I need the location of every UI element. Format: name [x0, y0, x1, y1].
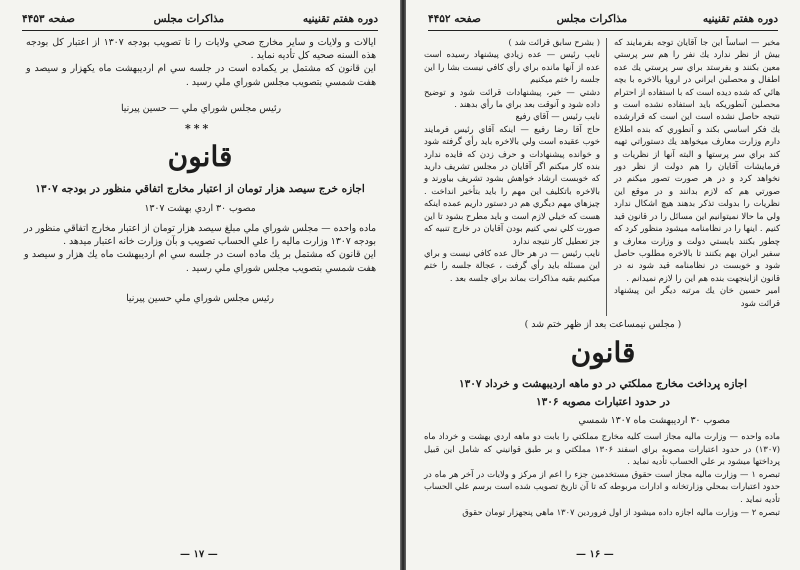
left-law-title: قانون: [167, 140, 233, 173]
adjournment-note: ( مجلس نيمساعت بعد از ظهر ختم شد ): [524, 319, 682, 330]
right-law-body: ماده واحده — وزارت ماليه مجاز است كليه مخارج مملكتي را بابت دو ماهه اردي بهشت و خرداد ماه (۱۳۰۷) در حدود اعتبارات مصوبه براي اسفند ۱۳۰۶ مملكتي و بر طبق قوانيني كه شامل اين قبيل پرداختها ميشود بر علي الحساب تأديه نمايد . تبصره ۱ — وزارت ماليه مجاز است حقوق مستخدمين جزء را اعم از مركز و ولايات در آخر هر ماه در حدود اعتبارات بمحلي وزارتخانه و ادارات مربوطه كه تا آن تاريخ تصويب شده است برسم علي الحساب تأديه نمايد . تبصره ۲ — وزارت ماليه اجازه داده ميشود از اول فروردين ۱۳۰۷ ماهي پنجهزار تومان حقوق: [424, 431, 780, 517]
right-law-subtitle: اجازه پرداخت مخارج مملكتي در دو ماهه ارديبهشت و خرداد ۱۳۰۷: [458, 378, 748, 390]
right-law-date: مصوب ۳۰ ارديبهشت ماه ۱۳۰۷ شمسي: [578, 415, 730, 426]
left-header-right: دوره هفتم تقنينيه: [302, 13, 378, 25]
left-signature-2: رئيس مجلس شوراي ملي حسين پيرنيا: [126, 293, 274, 304]
left-page-number: — ۱۷ —: [180, 549, 218, 560]
right-header: [428, 10, 778, 28]
left-signature-1: رئيس مجلس شوراي ملي — حسين پيرنيا: [120, 103, 282, 114]
right-page: [406, 0, 800, 570]
section-stars: ***: [185, 122, 212, 135]
right-header-rule: [428, 30, 778, 31]
left-header: [22, 10, 378, 28]
right-header-left: صفحه ۴۴۵۲: [428, 13, 481, 25]
right-law-subtitle-2: در حدود اعتبارات مصوبه ۱۳۰۶: [536, 396, 670, 408]
left-header-rule: [22, 30, 378, 31]
column-divider: [606, 38, 607, 316]
left-law-subtitle: اجازه خرج سيصد هزار تومان از اعتبار مخارج اتفاقي منظور در بودجه ۱۳۰۷: [35, 183, 365, 195]
right-header-right: دوره هفتم تقنينيه: [702, 13, 778, 25]
left-header-center: مذاكرات مجلس: [153, 13, 225, 25]
right-page-number: — ۱۶ —: [576, 549, 614, 560]
left-header-left: صفحه ۴۴۵۳: [22, 13, 75, 25]
left-law-body: ماده واحده — مجلس شوراي ملي مبلغ سيصد هزار تومان از اعتبار مخارج اتفاقي منظور در بودجه ۱۳۰۷ وزارت ماليه را علي الحساب تصويب و بآن وزارت خانه اعتبار ميدهد . اين قانون كه مشتمل بر يك ماده است در جلسه سي ام ارديبهشت ماه يك هزار و سيصد و هفت شمسي بتصويب مجلس شوراي ملي رسيد .: [24, 223, 376, 274]
right-law-title: قانون: [570, 336, 636, 369]
right-column-left: ( بشرح سابق قرائت شد ) نايب رئيس — عده زيادي پيشنهاد رسيده است عده از آنها مانده براي رأي كافي نيست بشا را اين جلسه را ختم ميكنيم دشتي — خير، پيشنهادات قرائت شود و توضيح داده شود و آنوقت بعد براي ما رأي بدهند . نايب رئيس — آقاي رفيع حاج آقا رضا رفيع — اينكه آقاي رئيس فرمايند خوب عقيده است ولي بالاخره بايد رأي گرفته شود و خوانده پيشنهادات و حرف زدن كه فايده ندارد بنده كار ميكنم اگر آقايان در مجلس تشريف داريد كه خوبست ارشاد خواهش بشود تشريف بياورند و بالاخره باتكليف اين مهم را بايد بتأخير انداخت . چيزهاي مهم ديگري هم در دستور داريم عمده اينكه هست كه خيلي لازم است و بايد مطرح بشود تا اين صورت كلي نمي كنيم بودن آقايان در خارج تنبيه كه جز تعطيل كار نتيجه ندارد نايب رئيس — در هر حال عده كافي نيست و براي اين مسئله بايد رأي گرفت ، عجالة جلسه را ختم ميكنيم بقيه مذاكرات بماند براي جلسه بعد .: [424, 37, 600, 283]
right-column-right: مخبر — اساساً اين جا آقايان توجه بفرمايند كه بيش از نظر ندارد يك نفر را هم سر پرستي معين بكنند و بفرستد براي سر پرستي يك عده اطفال و محصلين ايراني در اروپا بالاخره با بچه هائي كه شده ديده است كه با استفاده از احترام محصلين آنطوريكه بايد استفاده نشده است و نتيجه حاصل نشده است اين است كه قرارشده يك فكر اساسي بكند و آنطوري كه بنده اطلاع دارم وزارت معارف ميخواهد يك دستوراتي تهيه كند براي سر پرستها و البته آنها از نظريات و فرمايشات آقايان را هم دولت از نظر دور نخواهد كرد و در هر صورت تصور ميكنم در صورتي هم كه لازم بدانند و در موقع اين نظريات را بدولت تذكر بدهند هيچ اشكال ندارد ولي ما حالا نميتوانيم اين مسائل را در قانون قيد كنيم . اينها را در نظامنامه ميشود منظور كرد كه چطور بكنند بايستي دولت و وزارت معارف و سفير ايران بهم بكنند تا بالاخره مطلوب حاصل شود و خوبست در نظامنامه قيد شود نه در قانون ازاينجهت بنده هم اين را لازم نميدانم . امير حسين خان يك مرتبه ديگر اين پيشنهاد قرائت شود: [614, 37, 780, 308]
left-top-text: ايالات و ولايات و ساير مخارج صحي ولايات را تا تصويب بودجه ۱۳۰۷ از اعتبار كل بودجه هذه السنه صحيه كل تأديه نمايد . اين قانون كه مشتمل بر يكماده است در جلسه سي ام ارديبهشت ماه يكهزار و سيصد و هفت شمسي بتصويب مجلس شوراي ملي رسيد .: [26, 37, 376, 88]
right-header-center: مذاكرات مجلس: [556, 13, 628, 25]
left-law-date: مصوب ۳۰ اردي بهشت ۱۳۰۷: [144, 203, 256, 214]
